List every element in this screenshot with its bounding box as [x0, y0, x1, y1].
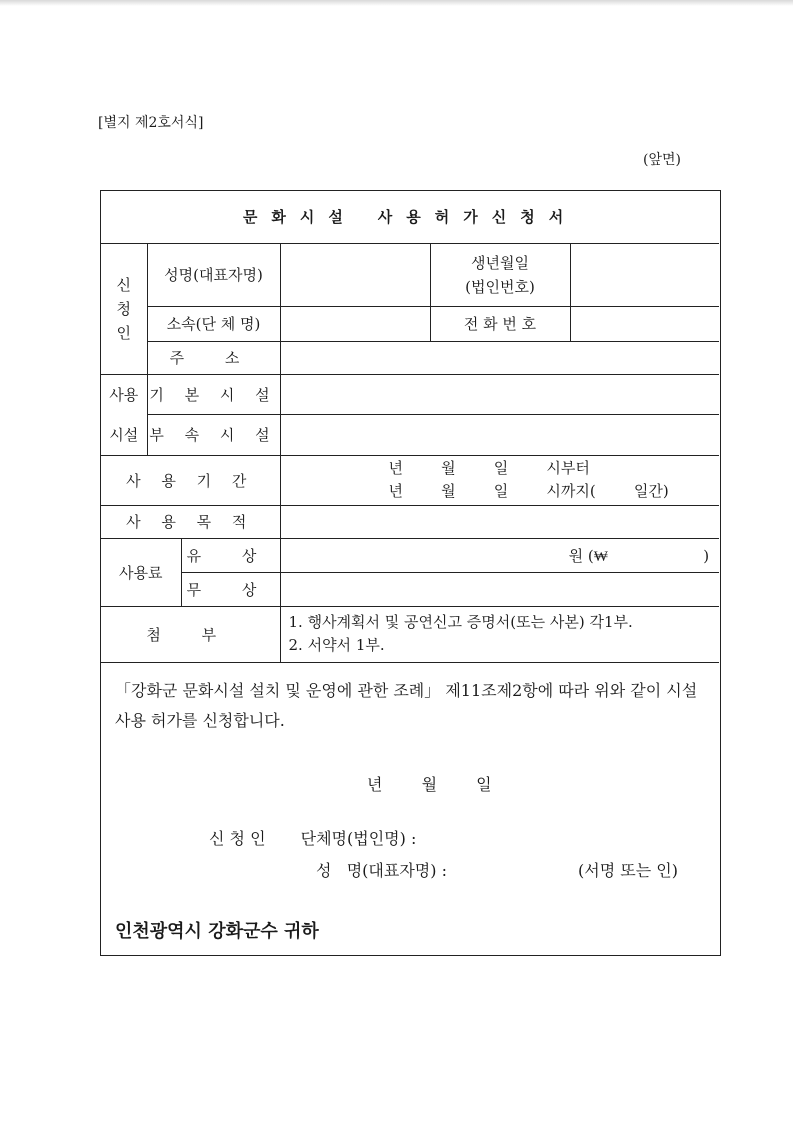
facility-group-label: 사용 시설	[101, 374, 147, 455]
sub-facility-field[interactable]	[280, 414, 719, 455]
purpose-label: 사 용 목 적	[101, 505, 280, 538]
applicant-org-line	[209, 826, 416, 849]
org-name-label: 단체명(법인명) :	[300, 829, 417, 848]
birth-label: 생년월일 (법인번호)	[430, 243, 570, 306]
form-title	[101, 191, 719, 243]
period-start: 년 월 일 시부터	[388, 459, 590, 477]
attachment-item: 2. 서약서 1부.	[288, 636, 385, 654]
birth-field[interactable]	[570, 243, 719, 306]
basic-facility-field[interactable]	[280, 374, 719, 414]
name-field[interactable]	[280, 243, 430, 306]
attachment-item: 1. 행사계획서 및 공연신고 증명서(또는 사본) 각1부.	[288, 613, 633, 631]
fee-free-label: 무 상	[181, 572, 280, 606]
sub-facility-label: 부 속 시 설	[147, 414, 280, 455]
org-label: 소속(단 체 명)	[147, 306, 280, 341]
title-left: 문화시설	[242, 208, 357, 227]
scan-shadow	[0, 0, 793, 6]
fee-paid-label: 유 상	[181, 538, 280, 572]
form-number: [별지 제2호서식]	[98, 115, 204, 131]
attachment-label: 첨 부	[101, 606, 280, 662]
basic-facility-label: 기 본 시 설	[147, 374, 280, 414]
addressee: 인천광역시 강화군수 귀하	[115, 921, 319, 942]
applicant-sign-label: 신 청 인	[209, 829, 266, 848]
period-end: 년 월 일 시까지( 일간)	[388, 482, 669, 500]
declaration-section	[101, 662, 719, 957]
application-form	[100, 190, 721, 956]
purpose-field[interactable]	[280, 505, 719, 538]
phone-field[interactable]	[570, 306, 719, 341]
application-date	[367, 772, 526, 795]
date-day: 일	[476, 775, 492, 794]
signature-hint: (서명 또는 인)	[578, 861, 678, 880]
period-field[interactable]	[280, 455, 719, 505]
declaration-text: 「강화군 문화시설 설치 및 운영에 관한 조례」 제11조제2항에 따라 위와 같이 시설사용 허가를 신청합니다.	[115, 681, 698, 730]
fee-free-field[interactable]	[280, 572, 719, 606]
address-label: 주 소	[147, 341, 280, 374]
applicant-name-line: 성 명(대표자명) :	[316, 861, 447, 880]
title-right: 사용허가신청서	[377, 208, 578, 227]
address-field[interactable]	[280, 341, 719, 374]
period-label: 사 용 기 간	[101, 455, 280, 505]
fee-label: 사용료	[101, 538, 181, 606]
date-year: 년	[367, 775, 383, 794]
org-field[interactable]	[280, 306, 430, 341]
phone-label: 전 화 번 호	[430, 306, 570, 341]
form-table	[101, 191, 719, 663]
side-indicator: (앞면)	[643, 152, 681, 168]
date-month: 월	[421, 775, 438, 794]
fee-paid-field[interactable]: 원 (₩ )	[280, 538, 719, 572]
name-label: 성명(대표자명)	[147, 243, 280, 306]
attachment-list	[280, 606, 719, 662]
applicant-group-label: 신 청 인	[101, 243, 147, 374]
